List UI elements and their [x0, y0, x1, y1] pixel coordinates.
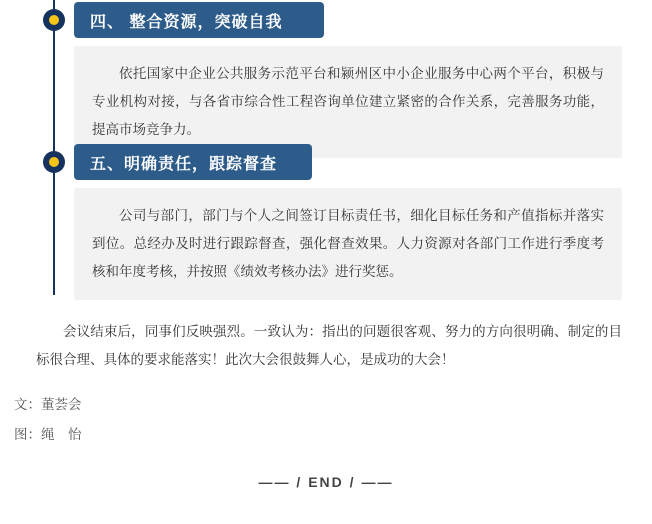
- section-four-body-block: [74, 46, 622, 158]
- credit-author: 文：董荟会: [14, 397, 82, 412]
- section-five-heading-bar: [74, 144, 312, 180]
- credits-block: [14, 390, 414, 450]
- section-four-heading-bar: [74, 2, 324, 38]
- section-four: [0, 2, 652, 38]
- section-five-body-block: [74, 188, 622, 300]
- section-four-heading-row: [0, 2, 652, 38]
- end-mark: —— / END / ——: [258, 474, 394, 490]
- closing-paragraph-text: 会议结束后，同事们反映强烈。一致认为：指出的问题很客观、努力的方向很明确、制定的目标很合理、具体的要求能落实！此次大会很鼓舞人心，是成功的大会！: [36, 324, 622, 367]
- section-four-body-text: 依托国家中企业公共服务示范平台和颍州区中小企业服务中心两个平台，积极与专业机构对接，与各省市综合性工程咨询单位建立紧密的合作关系，完善服务功能，提高市场竞争力。: [92, 66, 604, 137]
- credit-photographer: 图：绳 怡: [14, 427, 82, 442]
- timeline-bullet-icon: [43, 151, 65, 173]
- section-five-heading-row: [0, 144, 652, 180]
- timeline-bullet-icon: [43, 9, 65, 31]
- closing-paragraph: [36, 318, 622, 374]
- section-five-heading-text: 五、明确责任，跟踪督查: [90, 155, 278, 173]
- section-five-body-text: 公司与部门，部门与个人之间签订目标责任书，细化目标任务和产值指标并落实到位。总经办及时进行跟踪督查，强化督查效果。人力资源对各部门工作进行季度考核和年度考核，并按照《绩效考核办法》进行奖惩。: [92, 208, 604, 279]
- section-five: [0, 144, 652, 180]
- section-four-heading-text: 四、 整合资源，突破自我: [90, 13, 283, 31]
